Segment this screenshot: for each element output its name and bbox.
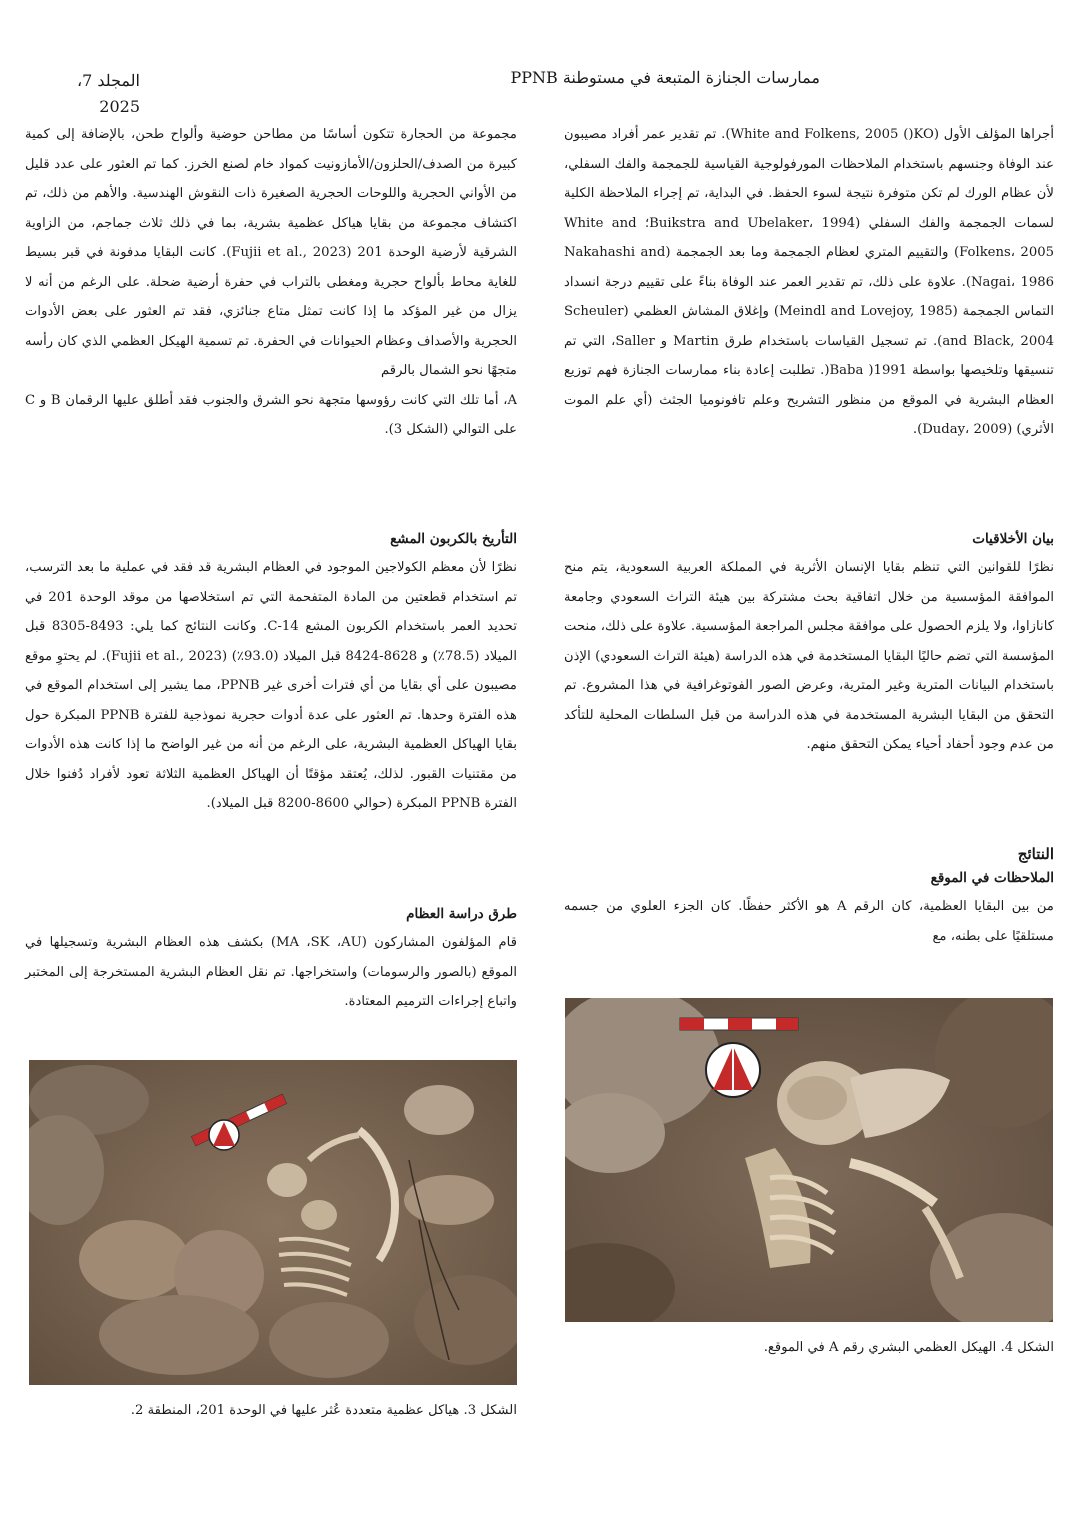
bone-methods-paragraph: قام المؤلفون المشاركون (MA ،SK ،AU) بكشف هذه العظام البشرية وتسجيلها في الموقع (بالصور والرسومات) واستخراجها. تم نقل العظام البشرية المستخرجة إلى المختبر واتباع إجراءات الترميم المعتادة. bbox=[25, 935, 518, 1009]
observations-paragraph: من بين البقايا العظمية، كان الرقم A هو الأكثر حفظًا. كان الجزء العلوي من جسمه مستلقيًا على بطنه، مع bbox=[564, 899, 1054, 944]
observations-heading: الملاحظات في الموقع bbox=[930, 870, 1054, 886]
ethics-heading: بيان الأخلاقيات bbox=[972, 531, 1054, 547]
c14-section bbox=[25, 525, 517, 819]
c14-paragraph: نظرًا لأن معظم الكولاجين الموجود في العظام البشرية قد فقد في عملية ما بعد الترسب، تم استخدام قطعتين من المادة المتفحمة التي تم استخلاصها من موقد الوحدة 201 في تحديد العمر باستخدام الكربون المشع C-14. وكانت النتائج كما يلي: 8493-8305 قبل الميلاد (78.5٪) و 8628-8424 قبل الميلاد (93.0٪) (Fujii et al., 2023). لم يحتوِ موقع مصيبون على أي بقايا من أي فترات أخرى غير PPNB، مما يشير إلى استخدام الموقع في هذه الفترة وحدها. تم العثور على عدة أدوات حجرية نموذجية للفترة PPNB المبكرة حول بقايا الهياكل العظمية البشرية، على الرغم من أنه من غير الواضح ما إذا كانت هذه الأدوات من مقتنيات القبور. لذلك، يُعتقد مؤقتًا أن الهياكل العظمية الثلاثة تعود لأفراد دُفنوا خلال الفترة PPNB المبكرة (حوالي 8600-8200 قبل الميلاد). bbox=[25, 560, 517, 811]
methods-paragraph: أجراها المؤلف الأول (White and Folkens, 2005 ()KO). تم تقدير عمر أفراد مصيبون عند الوفاة وجنسهم باستخدام الملاحظات المورفولوجية القياسية للجمجمة والفك السفلي، لأن عظام الورك لم تكن متوفرة نتيجة لسوء الحفظ. في البداية، تم إجراء الملاحظة الكلية لسمات الجمجمة والفك السفلي (Buikstra and Ubelaker، 1994؛ White and Folkens، 2005) والتقييم المتري لعظام الجمجمة وما بعد الجمجمة (Nakahashi and Nagai، 1986). علاوة على ذلك، تم تقدير العمر عند الوفاة بناءً على تقييم درجة انسداد التماس الجمجمة (Meindl and Lovejoy, 1985) وإغلاق المشاش العظمي (Scheuler and Black, 2004). تم تسجيل القياسات باستخدام طرق Martin و Saller، التي تم تنسيقها وتلخيصها بواسطة Baba )1991(. تطلبت إعادة بناء ممارسات الجنازة فهم توزيع العظام البشرية في الموقع من منظور التشريح وعلم تافونوميا الجثث (أي علم الموت الأثري) (Duday، 2009). bbox=[564, 127, 1055, 437]
site-paragraph-2: A، أما تلك التي كانت رؤوسها متجهة نحو الشرق والجنوب فقد أطلق عليها الرقمان B و C على التوالي (الشكل 3). bbox=[25, 392, 517, 437]
left-column-top bbox=[25, 120, 517, 445]
results-heading: النتائج bbox=[1017, 845, 1054, 863]
c14-heading: التأريخ بالكربون المشع bbox=[390, 531, 517, 547]
right-column-top bbox=[564, 120, 1054, 445]
figure-4-photo bbox=[565, 998, 1053, 1322]
bone-methods-section bbox=[25, 900, 517, 1017]
volume-label: المجلد 7، bbox=[76, 71, 140, 90]
figure-3-photo bbox=[29, 1060, 517, 1385]
figure-4-caption: الشكل 4. الهيكل العظمي البشري رقم A في الموقع. bbox=[763, 1340, 1054, 1355]
volume-year bbox=[70, 68, 140, 120]
results-section bbox=[564, 840, 1054, 951]
ethics-section bbox=[564, 525, 1054, 760]
running-title: ممارسات الجنازة المتبعة في مستوطنة PPNB bbox=[510, 68, 820, 87]
bone-methods-heading: طرق دراسة العظام bbox=[406, 906, 517, 922]
site-paragraph-1: مجموعة من الحجارة تتكون أساسًا من مطاحن حوضية وألواح طحن، بالإضافة إلى كمية كبيرة من الصدف/الحلزون/الأمازونيت كمواد خام لصنع الخرز. كما تم العثور على عدد قليل من الأواني الحجرية واللوحات الحجرية الصغيرة ذات النقوش الهندسية. والأهم من ذلك، تم اكتشاف مجموعة من بقايا هياكل عظمية بشرية، بما في ذلك ثلاث جماجم، من الزاوية الشرقية لأرضية الوحدة 201 (Fujii et al., 2023). كانت البقايا مدفونة في قبر بسيط للغاية محاط بألواح حجرية ومغطى بالتراب في حفرة أرضية ضحلة. على الرغم من أنه لا يزال من غير المؤكد ما إذا كانت تمثل متاع جنائزي، فقد تم العثور على بعض الأدوات الحجرية والأصداف وعظام الحيوانات في الحفرة. تم تسمية الهيكل العظمي الذي كان رأسه متجهًا نحو الشمال بالرقم bbox=[25, 127, 517, 378]
ethics-paragraph: نظرًا للقوانين التي تنظم بقايا الإنسان الأثرية في المملكة العربية السعودية، يتم منح الموافقة المؤسسية من خلال اتفاقية بحث مشتركة بين هيئة التراث السعودي وجامعة كانازاوا، ولا يلزم الحصول على موافقة مجلس المراجعة المؤسسية. علاوة على ذلك، منحت المؤسسة التي تضم حاليًا البقايا المستخدمة في هذه الدراسة (هيئة التراث السعودي) الإذن باستخدام البيانات المترية وغير المترية، وعرض الصور الفوتوغرافية في هذا المشروع. تم التحقق من البقايا البشرية المستخدمة في هذه الدراسة من قبل السلطات المحلية للتأكد من عدم وجود أحفاد أحياء يمكن التحقق منهم. bbox=[564, 560, 1054, 752]
year-label: 2025 bbox=[99, 97, 140, 116]
figure-3-caption: الشكل 3. هياكل عظمية متعددة عُثر عليها في الوحدة 201، المنطقة 2. bbox=[130, 1403, 517, 1418]
